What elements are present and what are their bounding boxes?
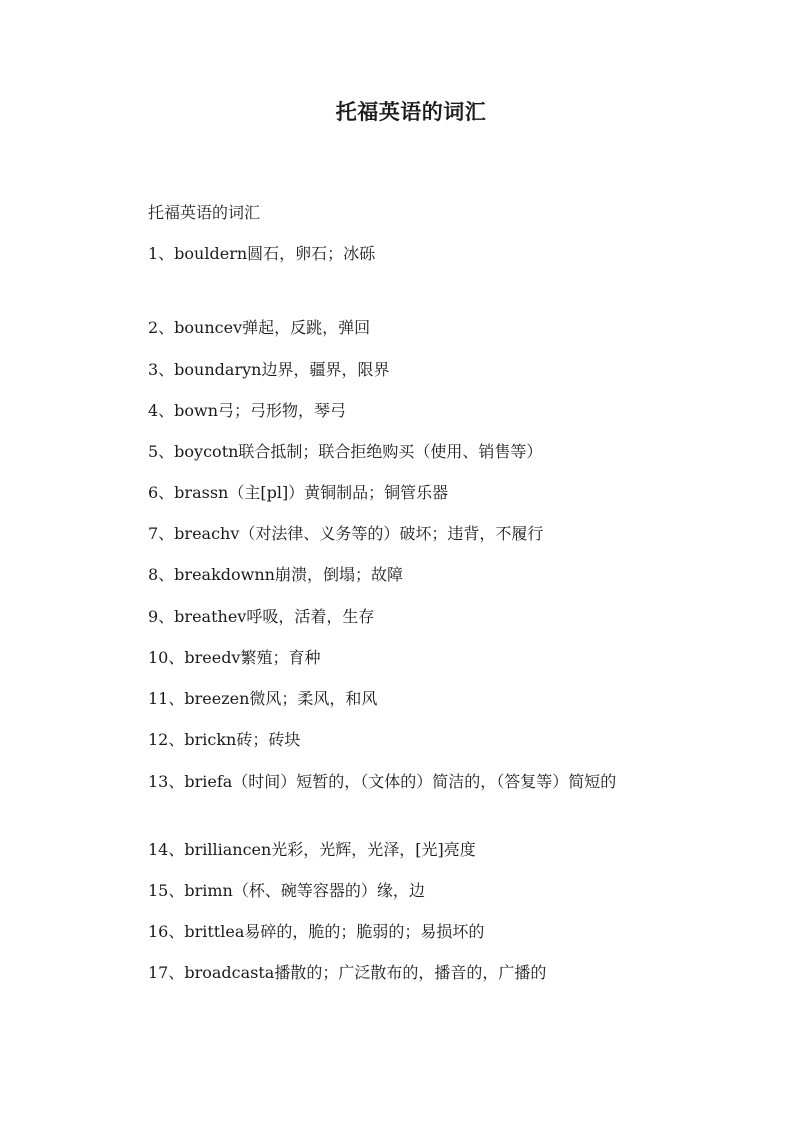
vocab-entry-14: 14、brilliancen光彩，光辉，光泽，[光]亮度 [148,840,476,859]
vocab-entry-16: 16、brittlea易碎的，脆的；脆弱的；易损坏的 [148,922,485,941]
vocab-entry-6: 6、brassn（主[pl]）黄铜制品；铜管乐器 [148,483,449,502]
vocab-entry-11: 11、breezen微风；柔风，和风 [148,689,378,708]
document-subtitle: 托福英语的词汇 [148,203,261,222]
vocab-entry-2: 2、bouncev弹起，反跳，弹回 [148,318,371,337]
vocab-entry-3: 3、boundaryn边界，疆界，限界 [148,360,390,379]
vocab-entry-17: 17、broadcasta播散的；广泛散布的，播音的，广播的 [148,963,547,982]
vocab-entry-1: 1、bouldern圆石，卵石；冰砾 [148,244,376,263]
vocab-entry-10: 10、breedv繁殖；育种 [148,648,321,667]
vocab-entry-4: 4、bown弓；弓形物，琴弓 [148,401,347,420]
vocab-entry-12: 12、brickn砖；砖块 [148,730,301,749]
vocab-entry-9: 9、breathev呼吸，活着，生存 [148,607,375,626]
vocab-entry-8: 8、breakdownn崩溃，倒塌；故障 [148,565,403,584]
vocab-entry-15: 15、brimn（杯、碗等容器的）缘，边 [148,881,425,900]
vocab-entry-13: 13、briefa（时间）短暂的，（文体的）简洁的，（答复等）简短的 [148,772,617,791]
vocab-entry-5: 5、boycotn联合抵制；联合拒绝购买（使用、销售等） [148,442,543,461]
document-title: 托福英语的词汇 [335,99,487,124]
vocab-entry-7: 7、breachv（对法律、义务等的）破坏；违背，不履行 [148,524,544,543]
